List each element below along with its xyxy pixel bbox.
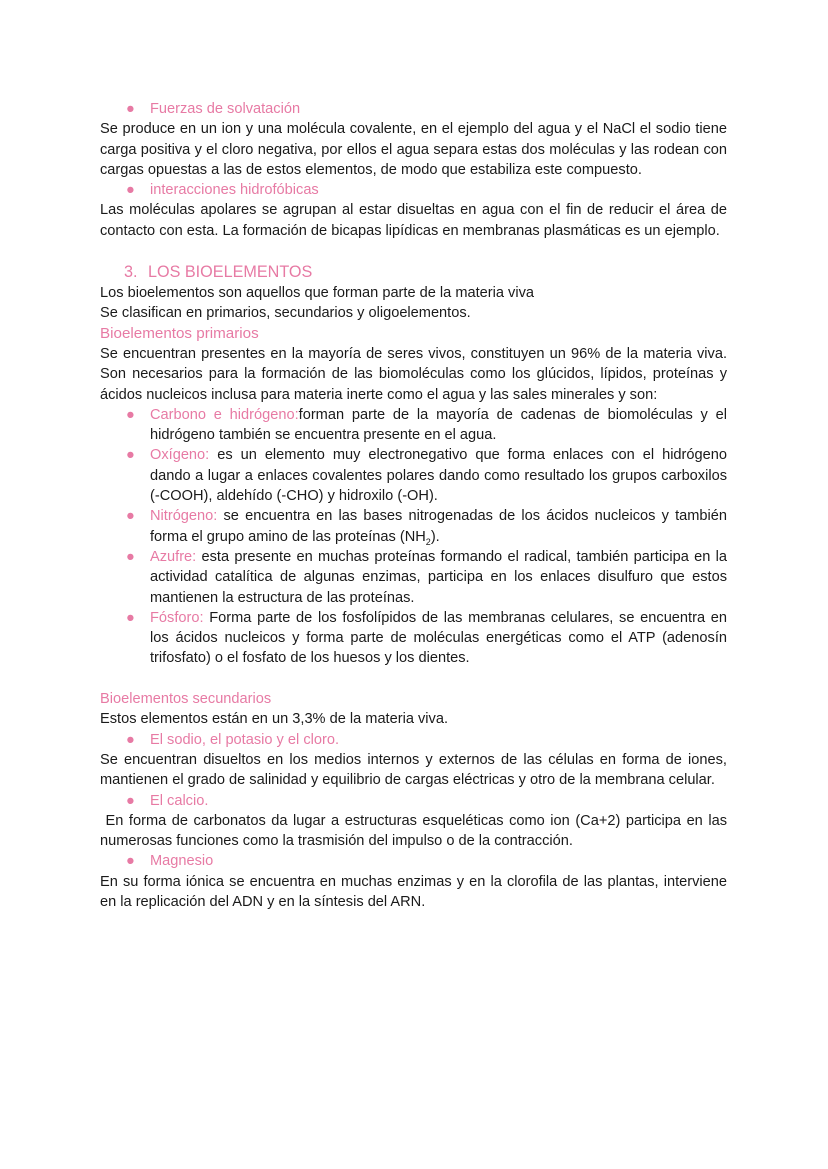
- spacer: [100, 669, 727, 689]
- heading-primarios: Bioelementos primarios: [100, 324, 259, 342]
- paragraph-hidrofobicas: Las moléculas apolares se agrupan al estar disueltas en agua con el fin de reducir el área de contacto con esta. La formación de bicapas lipídicas en membranas plasmáticas es un ejemplo.: [100, 202, 727, 239]
- list-item: [100, 547, 727, 608]
- paragraph-secundarios-intro: Estos elementos están en un 3,3% de la materia viva.: [100, 711, 449, 728]
- element-name: Nitrógeno:: [150, 508, 218, 525]
- element-name: Fósforo:: [150, 609, 204, 626]
- bullet-solvatacion: [100, 99, 727, 119]
- bullet-icon: ●: [126, 609, 135, 626]
- page-content: [100, 99, 732, 912]
- element-description: esta presente en muchas proteínas formando el radical, también participa en la actividad catalítica de algunas enzimas, participa en los enlaces disulfuro que estos mantienen la estructura de las proteínas.: [150, 548, 727, 606]
- element-description-tail: ).: [430, 528, 440, 545]
- subscript: 2: [425, 536, 431, 547]
- heading-secundarios: Bioelementos secundarios: [100, 691, 272, 708]
- bullet-icon: ●: [126, 182, 135, 199]
- paragraph-classification: Se clasifican en primarios, secundarios y oligoelementos.: [100, 305, 471, 322]
- paragraph-definition: Los bioelementos son aquellos que forman parte de la materia viva: [100, 285, 535, 302]
- bullet-calcio: [100, 791, 727, 811]
- subheading-hidrofobicas: interacciones hidrofóbicas: [150, 182, 319, 199]
- bullet-icon: ●: [126, 792, 135, 809]
- subheading-calcio: El calcio.: [150, 792, 209, 809]
- element-name: Carbono e hidrógeno:: [150, 406, 299, 423]
- list-item: [100, 608, 727, 669]
- list-item: [100, 445, 727, 506]
- element-name: Azufre:: [150, 548, 197, 565]
- bullet-sodio: [100, 730, 727, 750]
- paragraph-solvatacion: Se produce en un ion y una molécula covalente, en el ejemplo del agua y el NaCl el sodio tiene carga positiva y el cloro negativa, por ellos el agua separa estas dos moléculas y las rodean con cargas opuestas a las de estos elementos, de modo que estabiliza este compuesto.: [100, 121, 727, 178]
- section-heading-bioelementos: [100, 261, 727, 283]
- bullet-hidrofobicas: [100, 180, 727, 200]
- list-primarios: [100, 405, 727, 669]
- element-name: Oxígeno:: [150, 447, 210, 464]
- section-title: LOS BIOELEMENTOS: [148, 263, 313, 282]
- paragraph-primarios-intro: Se encuentran presentes en la mayoría de seres vivos, constituyen un 96% de la materia viva. Son necesarios para la formación de las biomoléculas como los glúcidos, lípidos, proteínas y ácidos nucleicos inclusa para materia inerte como el agua y las sales minerales y son:: [100, 345, 727, 403]
- section-number: 3.: [124, 263, 138, 282]
- paragraph-magnesio: En su forma iónica se encuentra en muchas enzimas y en la clorofila de las plantas, interviene en la replicación del ADN y en la síntesis del ARN.: [100, 873, 727, 910]
- bullet-icon: ●: [126, 447, 135, 464]
- subheading-sodio: El sodio, el potasio y el cloro.: [150, 731, 340, 748]
- paragraph-calcio: En forma de carbonatos da lugar a estructuras esqueléticas como ion (Ca+2) participa en las numerosas funciones como la trasmisión del impulso o de la contracción.: [100, 812, 732, 850]
- bullet-magnesio: [100, 851, 727, 871]
- subheading-solvatacion: Fuerzas de solvatación: [150, 101, 301, 117]
- bullet-icon: ●: [126, 548, 135, 565]
- bullet-icon: ●: [126, 731, 135, 748]
- element-description: forman parte de la mayoría de cadenas de biomoléculas y el hidrógeno también se encuentra presente en el agua.: [150, 406, 727, 444]
- element-description: se encuentra en las bases nitrogenadas de los ácidos nucleicos y también forma el grupo amino de las proteínas (NH: [150, 508, 727, 545]
- bullet-icon: ●: [126, 101, 135, 117]
- bullet-icon: ●: [126, 406, 135, 423]
- list-item: [100, 506, 727, 547]
- bullet-icon: ●: [126, 853, 135, 870]
- paragraph-sodio: Se encuentran disueltos en los medios internos y externos de las células en forma de iones, mantienen el grado de salinidad y equilibrio de cargas eléctricas y otro de la membrana celular.: [100, 751, 727, 789]
- bullet-icon: ●: [126, 508, 135, 525]
- list-item: [100, 405, 727, 446]
- subheading-magnesio: Magnesio: [150, 853, 214, 870]
- element-description: es un elemento muy electronegativo que forma enlaces con el hidrógeno dando a lugar a enlaces covalentes polares dando como resultado los grupos carboxilos (-COOH), aldehído (-CHO) y hidroxilo (-OH).: [150, 447, 727, 505]
- element-description: Forma parte de los fosfolípidos de las membranas celulares, se encuentra en los ácidos nucleicos y forma parte de moléculas energéticas como el ATP (adenosín trifosfato) o el fosfato de los huesos y los dientes.: [150, 609, 727, 667]
